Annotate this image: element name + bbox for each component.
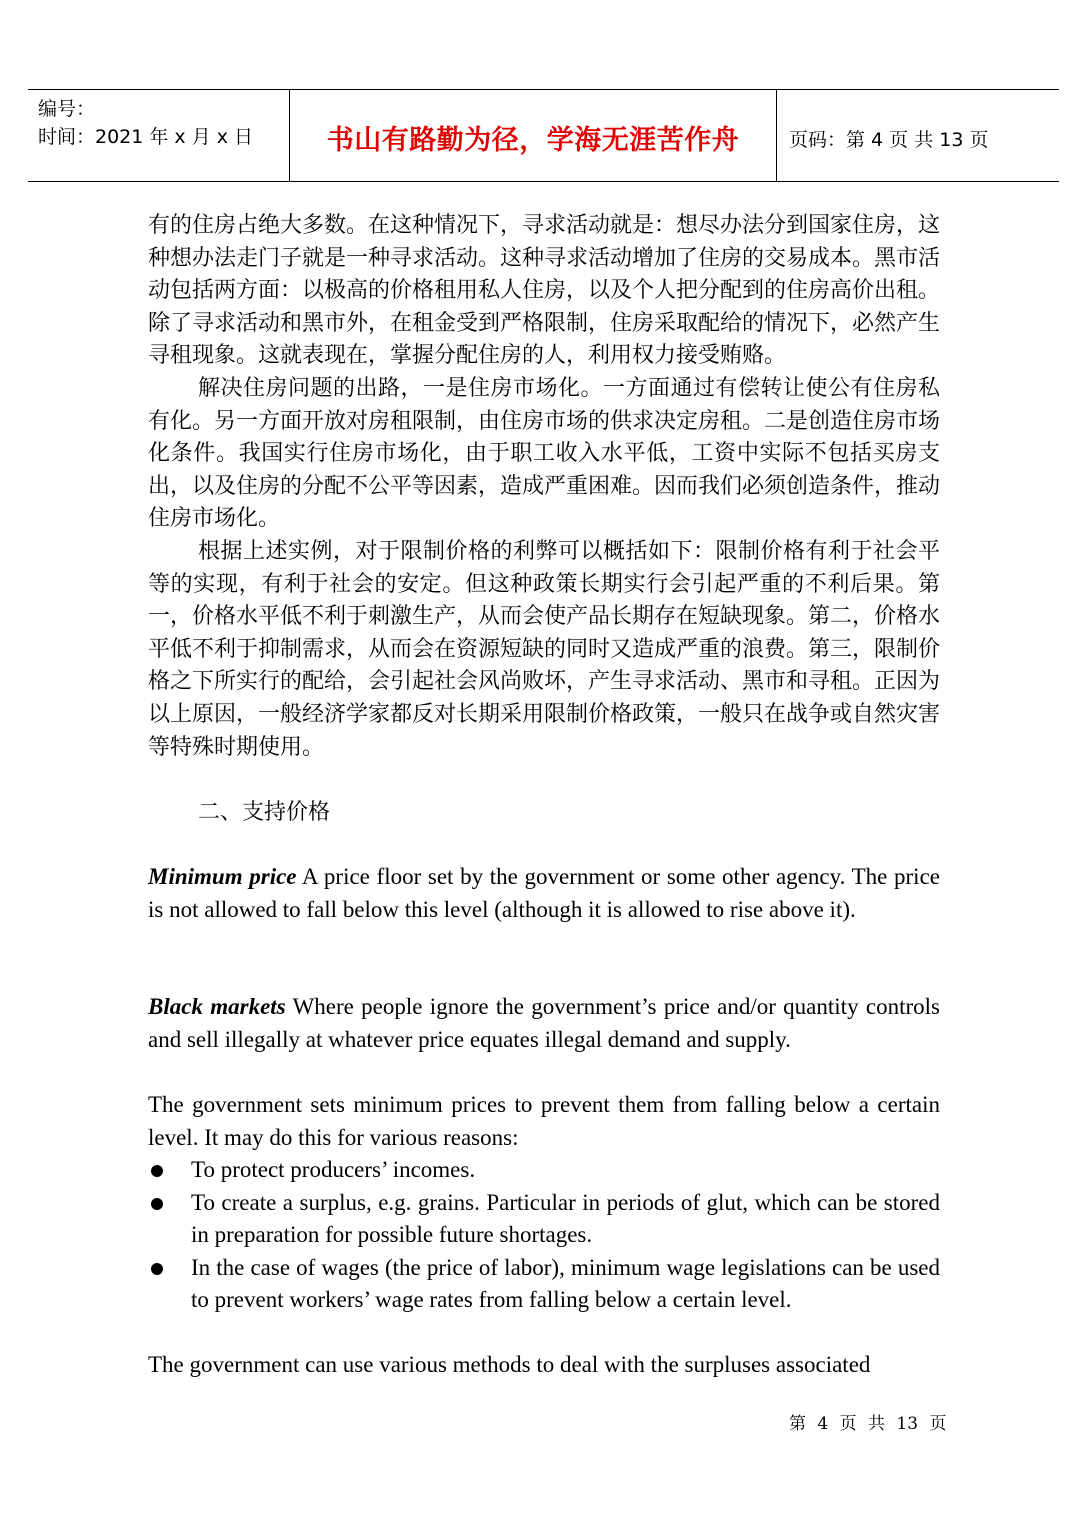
paragraph-surplus-methods: The government can use various methods to deal with the surpluses associated [148,1352,871,1377]
definition-text: Where people ignore the government’s price and/or quantity controls and sell illegally at whatever price equates illegal demand and supply. [148,994,940,1052]
paragraph-housing-solution: 解决住房问题的出路，一是住房市场化。一方面通过有偿转让使公有住房私有化。另一方面开放对房租限制，由住房市场的供求决定房租。二是创造住房市场化条件。我国实行住房市场化，由于职工收入水平低，工资中实际不包括买房支出，以及住房的分配不公平等因素，造成严重困难。因而我们必须创造条件，推动住房市场化。 [148,375,941,532]
definition-text: A price floor set by the government or some other agency. The price is not allowed to fall below this level (although it is allowed to rise above it). [148,864,940,922]
section-heading: 二、支持价格 [198,800,331,825]
paragraph-price-ceiling-summary: 根据上述实例，对于限制价格的利弊可以概括如下：限制价格有利于社会平等的实现，有利于社会的安定。但这种政策长期实行会引起严重的不利后果。第一，价格水平低不利于刺激生产，从而会使产品长期存在短缺现象。第二，价格水平低不利于抑制需求，从而会在资源短缺的同时又造成严重的浪费。第三，限制价格之下所实行的配给，会引起社会风尚败坏，产生寻求活动、黑市和寻租。正因为以上原因，一般经济学家都反对长期采用限制价格政策，一般只在战争或自然灾害等特殊时期使用。 [148,538,941,760]
term-minimum-price: Minimum price [148,864,297,889]
term-black-markets: Black markets [148,994,286,1019]
header-meta-cell [28,90,290,181]
definition-black-markets [148,991,940,1056]
bullet-icon [151,1198,163,1210]
bullet-icon [151,1165,163,1177]
list-item: In the case of wages (the price of labor), minimum wage legislations can be used to prevent workers’ wage rates from falling below a certain level. [148,1252,940,1317]
header-motto-cell [290,90,777,181]
header-page-cell [777,90,1059,181]
paragraph-intro: The government sets minimum prices to prevent them from falling below a certain level. It may do this for various reasons: [148,1092,940,1150]
date-label: 时间：2021 年 x 月 x 日 [38,126,254,148]
paragraph-housing-rent-seeking: 有的住房占绝大多数。在这种情况下，寻求活动就是：想尽办法分到国家住房，这种想办法走门子就是一种寻求活动。这种寻求活动增加了住房的交易成本。黑市活动包括两方面：以极高的价格租用私人住房，以及个人把分配到的住房高价出租。除了寻求活动和黑市外，在租金受到严格限制，住房采取配给的情况下，必然产生寻租现象。这就表现在，掌握分配住房的人，利用权力接受贿赂。 [148,213,941,369]
chinese-body [148,210,940,764]
reasons-list [148,1154,940,1317]
page-footer: 第 4 页 共 13 页 [789,1414,947,1434]
serial-number-label: 编号： [38,98,96,120]
list-item: To create a surplus, e.g. grains. Particular in periods of glut, which can be stored in preparation for possible future shortages. [148,1187,940,1252]
list-item: To protect producers’ incomes. [148,1154,940,1187]
document-header [28,89,1059,182]
motto: 书山有路勤为径，学海无涯苦作舟 [326,125,740,156]
definition-minimum-price [148,861,940,926]
bullet-icon [151,1263,163,1275]
page-info: 页码：第 4 页 共 13 页 [789,129,989,151]
